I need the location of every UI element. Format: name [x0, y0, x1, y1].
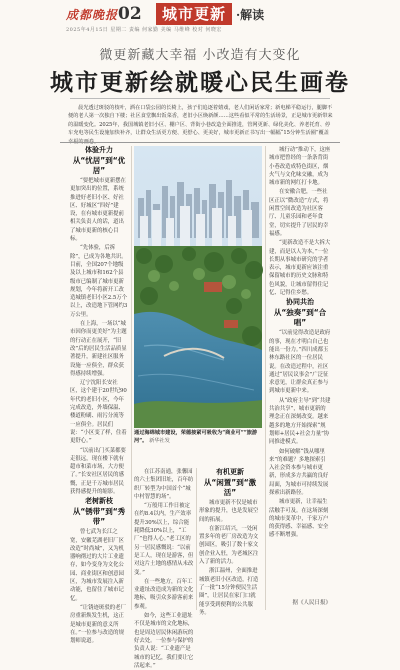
article-column-mid2 [199, 468, 261, 616]
byline: 据《人民日报》 [292, 600, 331, 606]
section-badge: 城市更新 [156, 3, 232, 25]
paragraph: 在江苏南通，张馨园的六土集团旧址，百年纺织厂转型为中国首个“城中村智慧的场”。 [134, 469, 194, 500]
paragraph: “更新改造不是大拆大建，而是以人为本，”一位长期从事城市研究的学者表示，城市更新应该注重保留城市的历史文脉和特色风貌，让城市留得住记忆、记得住乡愁。 [269, 240, 331, 297]
paragraph: 在上海，一场以“城市因你而更美好”为主题的行动正在展开，“旧改”后的居民生活品质显著提升，新建社区服务设施一应俱全，群众获得感持续增强。 [70, 321, 127, 377]
article-column-mid [134, 468, 194, 669]
paragraph: “要把城市更新摆在更加突出的位置，系统推进好老旧小区、好社区、好城区“四好”建设，在有城市更新提前相关负责人的话，道出了城市更新的核心目标。 [70, 178, 126, 243]
paragraph: 如今，这些工业遗址不仅是城市的文化地标，也是周边居民休闲游玩的好去处。一位参与保护的负责人说：“工业遗产是城市的记忆，我们要让它活起来。” [134, 613, 194, 669]
paragraph: 曾七武为长江之宽，安徽芜湖老旧厂区改造“时尚城”，又为机器响彻过的大片工业遗存，如今变身为文化公园、商业街区和创意园区，为城市发展注入新动能，也留住了城市记忆。 [70, 529, 125, 602]
section-subtitle-4: 从“独奏”到“合唱” [273, 308, 327, 328]
section-title-4: 协同共治 [286, 298, 314, 307]
paragraph: “万般用工作日被定在约8.4以内，生产效率提升30%以上，综合能耗降低30%以上，“工厂”也得人心。”老工区的另一居民感慨说：“以前是工人，现在是游客，但对这片土地的感情从未改变。” [134, 503, 194, 576]
section-subtitle-1: 从“忧居”到“优居” [72, 156, 126, 175]
paper-name: 成都晚报 [66, 8, 119, 22]
paragraph: 在安徽合肥，一些社区正以“微改造”方式，将闲置空间改造为社区客厅、儿童乐园和老年食堂，切实提升了居民的幸福感。 [269, 189, 329, 237]
paragraph: 城市更新，让幸福生活触手可及。在这场深刻的城市变革中，千家万户的获得感、幸福感、安全感不断增强。 [269, 499, 329, 539]
lead-paragraph: 晨光透过斑驳的枝叶，洒在口袋公园的长椅上，孩子们追逐着嬉戏，老人们闲话家常；新电梯平稳运行，腿脚不便的老人第一次独自下楼；社区食堂飘出饭菜香，老旧小区焕新颜……这些看似平常的生活场景，正是城市更新带来的温暖变化。2025年，我国城镇老旧小区、棚户区、背街小巷改造全面推进，管网更新、绿化美化、养老托育、停车充电等民生设施加快补齐，让群众生活更方便、更舒心、更美好，城市更新正书写出一幅幅“15分钟生活圈”覆盖 [68, 105, 333, 137]
paragraph: 在浙江绍兴，一处闲置多年的老厂房改造为文创园区，吸引了数十家文创企业入驻，为老城区注入了新的活力。 [199, 525, 259, 566]
paragraph: “先体验，后拆除”，已成为各地共识。目前，全国207个地级及以上城市和162个县级市已编制了城市更新规划，今年将新开工改造城镇老旧小区2.5万个以上，改造地下管网约3万公里。 [70, 245, 128, 318]
section-subtitle-2: 从“锈带”到“秀带” [72, 507, 126, 527]
masthead-meta: 2025年4月15日 星期二 责编 何家勤 美编 马维峰 校对 何晓宏 [66, 27, 222, 33]
section-title-2: 老树新枝 [85, 497, 113, 506]
paragraph: “让锈迹斑驳的老厂房重新焕发生机，这正是城市更新的意义所在。”一位参与改造的规划师说道。 [70, 604, 126, 645]
news-photo-city-aerial [134, 146, 262, 428]
headline: 城市更新绘就暖心民生画卷 [50, 70, 350, 96]
paragraph: 如何破解“钱从哪里来”的难题？多地探索引入社会资本参与城市更新，形成多方共赢的良好局面，为城市可持续发展探索出新路径。 [269, 448, 329, 496]
paragraph: 城市更新不仅是城市形象的提升，也是发展空间的拓展。 [199, 500, 259, 523]
masthead [0, 0, 400, 36]
paragraph: “以前觉得改造是政府的事，现在才明白自己也能出一份力。”四川成都玉林东路社区的一位居民说。在改造过程中，社区通过“居民议事会”广泛征求意见，让群众真正参与到城市更新中来。 [269, 330, 331, 395]
section-tag: ·解读 [236, 8, 265, 22]
paragraph: 从“政府主导”到“共建共治共享”，城市更新的理念正在深刻改变。越来越多的地方开始探索“规划师+居民+社会力量”协同推进模式。 [269, 397, 331, 446]
article-column-left [70, 146, 128, 645]
photo-credit: 新华社发 [149, 437, 170, 444]
section-title-1: 体验升力 [85, 146, 113, 154]
subheadline: 微更新藏大幸福 小改造有大变化 [99, 48, 301, 63]
section-title-3: 有机更新 [216, 468, 244, 476]
page-number: 02 [118, 4, 142, 24]
section-rule [60, 142, 340, 143]
article-column-right [269, 146, 331, 610]
paragraph: “以前出门买菜都要走很远，现在楼下就有超市和菜市场，大方便了。”长安社区居民的感慨，正是千万城市居民获得感提升的缩影。 [70, 447, 126, 495]
paragraph: 城行动”推动下，这座城市把曾经的一条条背街小巷改造成特色街区，烟火气与文化味交融，成为城市新的网红打卡地。 [269, 147, 331, 187]
column-divider [131, 146, 132, 610]
paragraph: 在一些地方，百年工业遗址改造成为新的文化地标，吸引众多游客前来参观。 [134, 578, 194, 610]
paragraph: 辽宁沈阳长安社区，这个建于20世纪90年代的老旧小区，今年完成改造，外墙保温、楼道粉刷、雨污分流等一应俱全。居民们说：“小区变了样，住着更舒心。” [70, 380, 127, 445]
photo-caption [134, 430, 262, 445]
paragraph: 浙江温州，全面推进城镇老旧小区改造，打造了一批“15分钟便民生活圈”，让居民在家门口就能享受到便利的公共服务。 [199, 568, 259, 616]
caption-text: 通过海绵城市建设，荣德接紧可吸收为“商业可”“旅游河”。 [134, 430, 258, 444]
divider [70, 98, 330, 99]
column-divider [265, 146, 266, 610]
column-divider [196, 468, 197, 610]
section-subtitle-3: 从“闲置”到“激活” [203, 478, 257, 497]
